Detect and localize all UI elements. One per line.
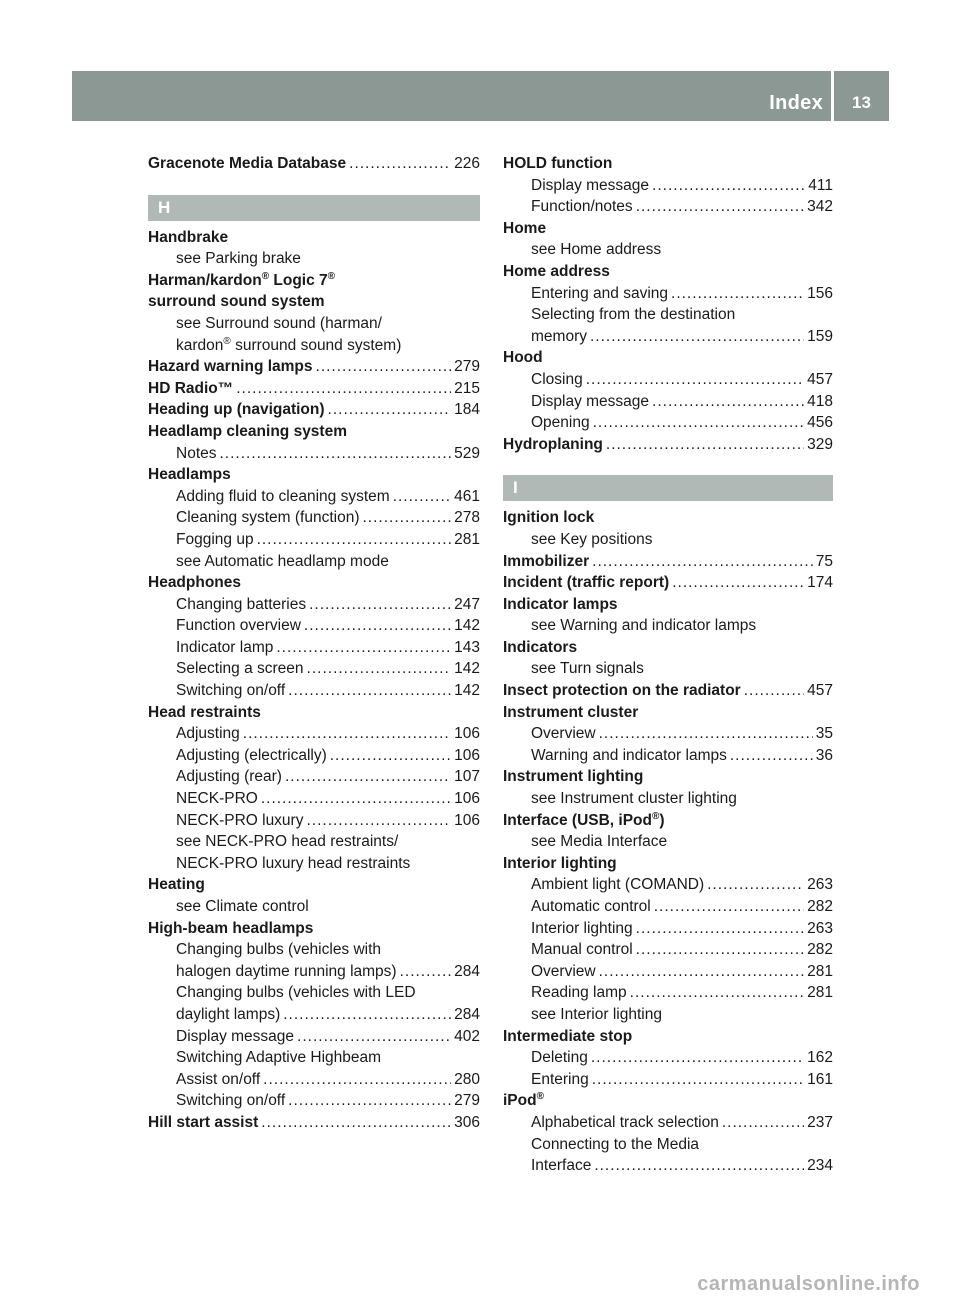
sub-entry: Notes ..... 529 <box>148 443 480 465</box>
section-heading-h: H <box>148 195 480 221</box>
sub-entry: Entering ..... 161 <box>503 1069 833 1091</box>
sub-entry: Indicator lamp ..... 143 <box>148 637 480 659</box>
section-title: Index <box>769 92 823 114</box>
entry-term: Handbrake <box>148 228 229 246</box>
entry-term: Ignition lock <box>503 509 595 527</box>
page-header-bar <box>72 71 889 121</box>
sub-entry: Entering and saving ..... 156 <box>503 283 833 305</box>
sub-entry-text: Connecting to the Media <box>531 1135 700 1153</box>
entry-term: Indicator lamps <box>503 595 618 613</box>
section-heading-i: I <box>503 475 833 501</box>
index-entry: Hill start assist ..... 306 <box>148 1112 480 1134</box>
index-entry: Immobilizer ..... 75 <box>503 551 833 573</box>
entry-term: Gracenote Media Database <box>148 155 347 172</box>
sub-entry: Adjusting ..... 106 <box>148 723 480 745</box>
entry-term: Intermediate stop <box>503 1027 633 1045</box>
index-entry: HD Radio™ ..... 215 <box>148 378 480 400</box>
sub-entry: Overview ..... 35 <box>503 723 833 745</box>
sub-entry: Cleaning system (function) ..... 278 <box>148 507 480 529</box>
see-reference-continued: kardon® surround sound system) <box>176 335 402 354</box>
sub-entry-text: Changing bulbs (vehicles with <box>176 941 382 959</box>
sub-entry: Overview ..... 281 <box>503 961 833 983</box>
entry-page: 226 <box>454 155 480 172</box>
sub-entry: Fogging up ..... 281 <box>148 529 480 551</box>
leader-dots <box>349 153 451 175</box>
sub-entry: Alphabetical track selection ..... 237 <box>503 1112 833 1134</box>
sub-entry: Function/notes ..... 342 <box>503 196 833 218</box>
sub-entry: Changing batteries ..... 247 <box>148 594 480 616</box>
sub-entry: memory ..... 159 <box>503 326 833 348</box>
entry-term: HOLD function <box>503 155 613 172</box>
see-reference: see Instrument cluster lighting <box>531 790 737 808</box>
entry-term: Instrument cluster <box>503 703 639 721</box>
entry-term: Heating <box>148 876 205 894</box>
sub-entry: Display message ..... 411 <box>503 175 833 197</box>
sub-entry: Closing ..... 457 <box>503 369 833 391</box>
index-entry: Heading up (navigation) ..... 184 <box>148 399 480 421</box>
sub-entry: Display message ..... 402 <box>148 1026 480 1048</box>
see-reference: see Home address <box>531 241 662 259</box>
see-reference: see Surround sound (harman/ <box>176 314 382 332</box>
sub-entry: Switching on/off ..... 142 <box>148 680 480 702</box>
see-reference: see Turn signals <box>531 660 644 678</box>
sub-entry: Deleting ..... 162 <box>503 1047 833 1069</box>
sub-entry: NECK-PRO ..... 106 <box>148 788 480 810</box>
index-entry: Insect protection on the radiator ..... 457 <box>503 680 833 702</box>
page-number: 13 <box>852 93 871 112</box>
sub-entry: Display message ..... 418 <box>503 391 833 413</box>
see-reference: see Interior lighting <box>531 1005 662 1023</box>
sub-entry: halogen daytime running lamps) ..... 284 <box>148 961 480 983</box>
sub-entry: Adding fluid to cleaning system ..... 461 <box>148 486 480 508</box>
see-reference: see NECK-PRO head restraints/ <box>176 833 399 851</box>
see-reference: see Key positions <box>531 530 653 548</box>
sub-entry: Interior lighting ..... 263 <box>503 918 833 940</box>
sub-entry: Manual control ..... 282 <box>503 939 833 961</box>
entry-term: High-beam headlamps <box>148 919 314 937</box>
entry-term: Home <box>503 219 547 237</box>
entry-term: Harman/kardon® Logic 7® <box>148 270 336 289</box>
sub-entry-text: Switching Adaptive Highbeam <box>176 1049 382 1067</box>
sub-entry-text: Changing bulbs (vehicles with LED <box>176 984 416 1002</box>
see-reference: see Media Interface <box>531 833 668 851</box>
entry-term: iPod® <box>503 1091 544 1110</box>
sub-entry: Automatic control ..... 282 <box>503 896 833 918</box>
sub-entry: Interface ..... 234 <box>503 1155 833 1177</box>
sub-entry: Assist on/off ..... 280 <box>148 1069 480 1091</box>
sub-entry: Switching on/off ..... 279 <box>148 1090 480 1112</box>
see-reference: see Climate control <box>176 898 309 915</box>
entry-term-continued: surround sound system <box>148 293 325 311</box>
watermark: carmanualsonline.info <box>697 1273 920 1295</box>
sub-entry: Reading lamp ..... 281 <box>503 982 833 1004</box>
see-reference: see Automatic headlamp mode <box>176 552 389 570</box>
index-entry <box>148 153 480 175</box>
sub-entry: Adjusting (electrically) ..... 106 <box>148 745 480 767</box>
entry-term: Interface (USB, iPod®) <box>503 810 665 829</box>
index-column-right <box>503 153 833 1177</box>
sub-entry: Warning and indicator lamps ..... 36 <box>503 745 833 767</box>
entry-term: Indicators <box>503 638 578 656</box>
entry-term: Home address <box>503 262 610 280</box>
see-reference: see Warning and indicator lamps <box>531 617 757 635</box>
entry-term: Instrument lighting <box>503 768 644 786</box>
index-column-left <box>148 153 480 1134</box>
index-entry: Hazard warning lamps ..... 279 <box>148 356 480 378</box>
sub-entry: NECK-PRO luxury ..... 106 <box>148 810 480 832</box>
entry-term: Interior lighting <box>503 854 617 872</box>
index-entry: Hydroplaning ..... 329 <box>503 434 833 456</box>
see-reference-continued: NECK-PRO luxury head restraints <box>176 854 411 872</box>
sub-entry: Opening ..... 456 <box>503 412 833 434</box>
index-entry: Incident (traffic report) ..... 174 <box>503 572 833 594</box>
entry-term: Headphones <box>148 574 242 592</box>
sub-entry: Selecting a screen ..... 142 <box>148 658 480 680</box>
sub-entry: Adjusting (rear) ..... 107 <box>148 766 480 788</box>
sub-entry: Ambient light (COMAND) ..... 263 <box>503 874 833 896</box>
entry-term: Head restraints <box>148 703 261 721</box>
sub-entry: Function overview ..... 142 <box>148 615 480 637</box>
sub-entry-text: Selecting from the destination <box>531 306 736 324</box>
see-reference: see Parking brake <box>176 250 301 268</box>
entry-term: Hood <box>503 349 543 367</box>
sub-entry: daylight lamps) ..... 284 <box>148 1004 480 1026</box>
entry-term: Headlamps <box>148 466 231 484</box>
entry-term: Headlamp cleaning system <box>148 422 347 440</box>
